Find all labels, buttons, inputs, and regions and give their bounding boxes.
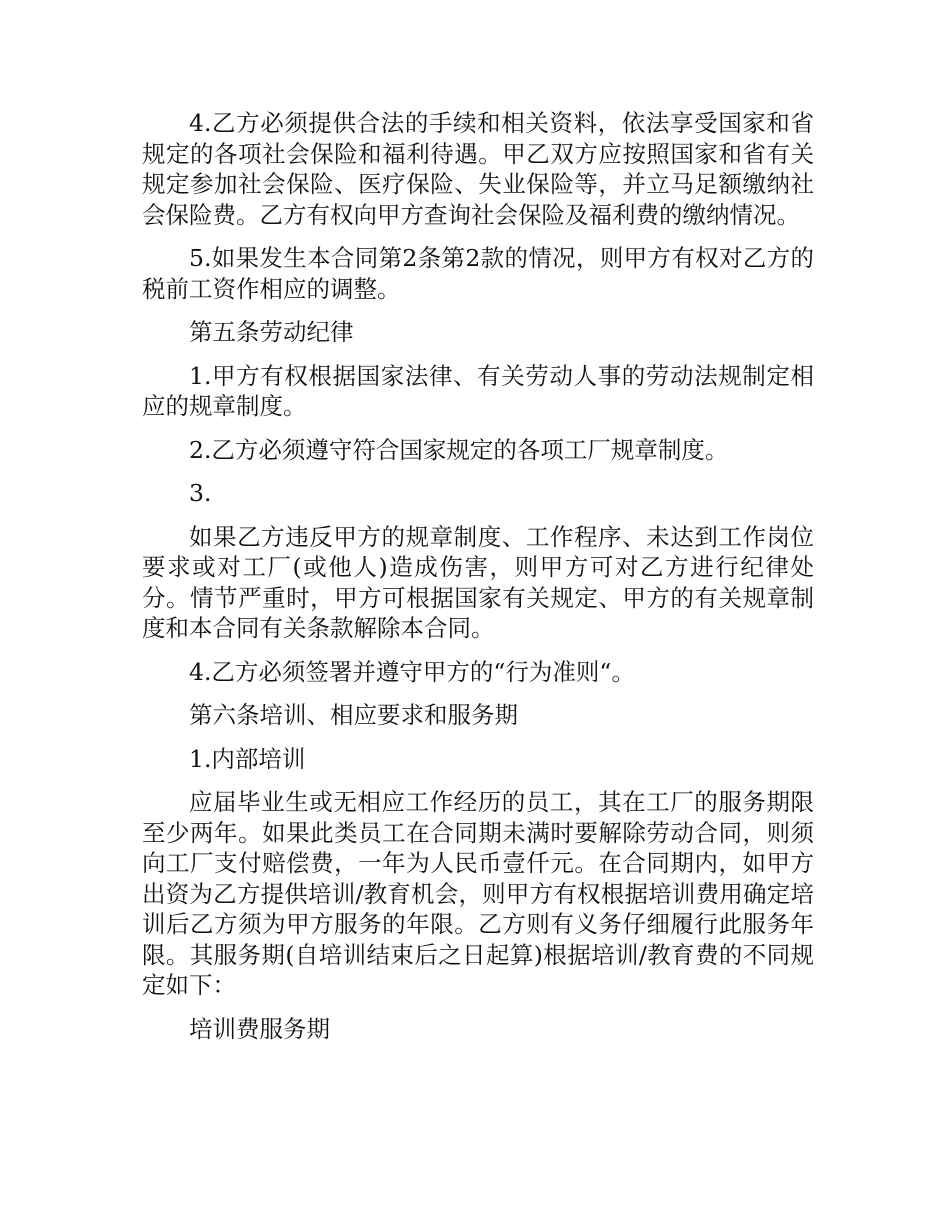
paragraph-rules-and-regulations: 1.甲方有权根据国家法律、有关劳动人事的劳动法规制定相应的规章制度。 — [142, 361, 814, 420]
paragraph-disciplinary-action: 如果乙方违反甲方的规章制度、工作程序、未达到工作岗位要求或对工厂(或他人)造成伤害，则甲方可对乙方进行纪律处分。情节严重时，甲方可根据国家有关规定、甲方的有关规章制度和本合同有关条款解除本合同。 — [142, 522, 814, 642]
paragraph-comply-with-rules: 2.乙方必须遵守符合国家规定的各项工厂规章制度。 — [189, 435, 729, 464]
table-heading-training-fee-service-period: 培训费服务期 — [189, 1014, 330, 1043]
paragraph-code-of-conduct: 4.乙方必须签署并遵守甲方的“行为准则“。 — [189, 657, 635, 686]
section-heading-labor-discipline: 第五条劳动纪律 — [189, 318, 354, 346]
subheading-internal-training: 1.内部培训 — [189, 744, 306, 773]
paragraph-item-3-number: 3. — [189, 479, 212, 507]
document-body — [142, 108, 814, 1057]
paragraph-social-insurance: 4.乙方必须提供合法的手续和相关资料，依法享受国家和省规定的各项社会保险和福利待遇。甲乙双方应按照国家和省有关规定参加社会保险、医疗保险、失业保险等，并立马足额缴纳社会保险费。乙方有权向甲方查询社会保险及福利费的缴纳情况。 — [142, 109, 814, 229]
paragraph-service-period: 应届毕业生或无相应工作经历的员工，其在工厂的服务期限至少两年。如果此类员工在合同期未满时要解除劳动合同，则须向工厂支付赔偿费，一年为人民币壹仟元。在合同期内，如甲方出资为乙方提供培训/教育机会，则甲方有权根据培训费用确定培训后乙方须为甲方服务的年限。乙方则有义务仔细履行此服务年限。其服务期(自培训结束后之日起算)根据培训/教育费的不同规定如下： — [142, 788, 814, 999]
paragraph-salary-adjustment: 5.如果发生本合同第2条第2款的情况，则甲方有权对乙方的税前工资作相应的调整。 — [142, 244, 814, 303]
section-heading-training: 第六条培训、相应要求和服务期 — [189, 701, 518, 729]
